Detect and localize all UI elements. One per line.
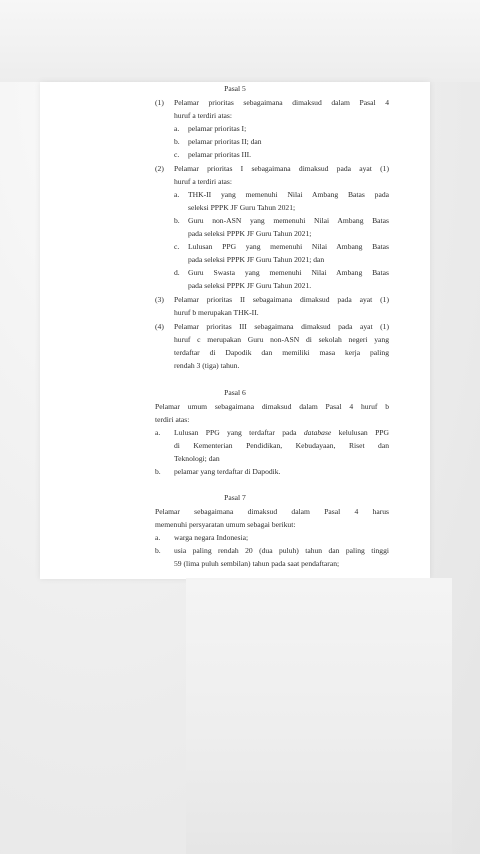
sub-letter: a. — [155, 533, 161, 542]
sub-text — [174, 428, 389, 437]
ayat-text: terdaftar di Dapodik dan memiliki masa kerja paling — [174, 348, 389, 357]
pasal-5-title: Pasal 5 — [224, 84, 246, 93]
ayat-text: Pelamar prioritas sebagaimana dimaksud dalam Pasal 4 — [174, 98, 389, 107]
sub-text: warga negara Indonesia; — [174, 533, 249, 542]
pasal-6-title: Pasal 6 — [224, 388, 246, 397]
sub-letter: b. — [174, 137, 180, 146]
sub-letter: c. — [174, 242, 180, 251]
sub-letter: a. — [155, 428, 161, 437]
ayat-text: Pelamar prioritas I sebagaimana dimaksud pada ayat (1) — [174, 164, 389, 173]
ayat-text: Pelamar prioritas II sebagaimana dimaksud pada ayat (1) — [174, 295, 389, 304]
sub-letter: b. — [155, 467, 161, 476]
sub-text: 59 (lima puluh sembilan) tahun pada saat pendaftaran; — [174, 559, 340, 568]
sub-text: pada seleksi PPPK JF Guru Tahun 2021. — [188, 281, 312, 290]
sub-text: seleksi PPPK JF Guru Tahun 2021; — [188, 203, 296, 212]
sub-text: pelamar prioritas II; dan — [188, 137, 262, 146]
pasal-6-intro: terdiri atas: — [155, 415, 190, 424]
sub-letter: a. — [174, 124, 180, 133]
sub-text: usia paling rendah 20 (dua puluh) tahun dan paling tinggi — [174, 546, 389, 555]
ayat-text: huruf a terdiri atas: — [174, 111, 232, 120]
sub-text: Guru Swasta yang memenuhi Nilai Ambang Batas — [188, 268, 389, 277]
sub-letter: b. — [174, 216, 180, 225]
ayat-number: (3) — [155, 295, 164, 304]
ayat-text: Pelamar prioritas III sebagaimana dimaksud pada ayat (1) — [174, 322, 389, 331]
sub-letter: d. — [174, 268, 180, 277]
sub-text: pelamar prioritas III. — [188, 150, 252, 159]
pasal-7-intro: Pelamar sebagaimana dimaksud dalam Pasal 4 harus — [155, 507, 389, 516]
sub-text-part: Lulusan PPG yang terdaftar pada — [174, 428, 304, 437]
presenter-background — [186, 578, 452, 854]
document-page — [40, 82, 430, 579]
pasal-6-intro: Pelamar umum sebagaimana dimaksud dalam Pasal 4 huruf b — [155, 402, 389, 411]
sub-text: pada seleksi PPPK JF Guru Tahun 2021; dan — [188, 255, 325, 264]
sub-text-emphasis: database — [303, 428, 332, 437]
pasal-7-title: Pasal 7 — [224, 493, 246, 502]
sub-text: THK-II yang memenuhi Nilai Ambang Batas pada — [188, 190, 389, 199]
sub-letter: c. — [174, 150, 180, 159]
ayat-text: rendah 3 (tiga) tahun. — [174, 361, 240, 370]
background-top — [0, 0, 480, 82]
ayat-text: huruf a terdiri atas: — [174, 177, 232, 186]
ayat-number: (2) — [155, 164, 164, 173]
pasal-7-intro: memenuhi persyaratan umum sebagai berikut: — [155, 520, 296, 529]
sub-text: Lulusan PPG yang memenuhi Nilai Ambang Batas — [188, 242, 389, 251]
ayat-number: (4) — [155, 322, 164, 331]
sub-text: di Kementerian Pendidikan, Kebudayaan, Riset dan — [174, 441, 389, 450]
sub-text: Guru non-ASN yang memenuhi Nilai Ambang Batas — [188, 216, 389, 225]
sub-text: pelamar yang terdaftar di Dapodik. — [174, 467, 281, 476]
sub-text: pelamar prioritas I; — [188, 124, 247, 133]
ayat-number: (1) — [155, 98, 164, 107]
sub-text: Teknologi; dan — [174, 454, 220, 463]
sub-letter: a. — [174, 190, 180, 199]
presenter-video-overlay — [186, 578, 452, 854]
sub-letter: b. — [155, 546, 161, 555]
ayat-text: huruf b merupakan THK-II. — [174, 308, 259, 317]
sub-text: pada seleksi PPPK JF Guru Tahun 2021; — [188, 229, 312, 238]
ayat-text: huruf c merupakan Guru non-ASN di sekolah negeri yang — [174, 335, 389, 344]
sub-text-part: kelulusan PPG — [331, 428, 389, 437]
